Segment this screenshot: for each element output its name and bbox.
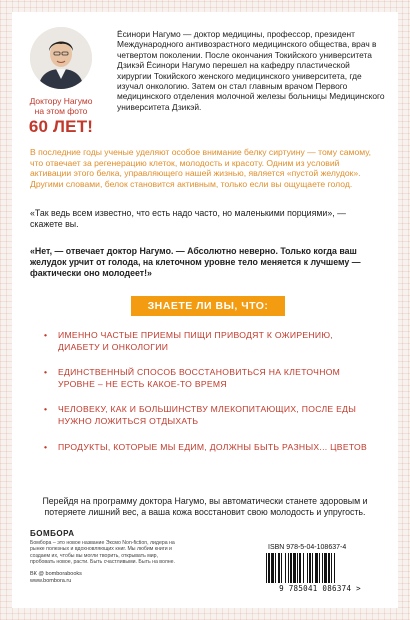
publisher-social: ВК @ bomborabooks <box>30 571 82 577</box>
isbn: ISBN 978-5-04-108637-4 <box>268 544 347 551</box>
fact-item <box>44 330 374 353</box>
author-photo <box>30 27 92 89</box>
fact-text: ЧЕЛОВЕКУ, КАК И БОЛЬШИНСТВУ МЛЕКОПИТАЮЩИХ, ПОСЛЕ ЕДЫ НУЖНО ЛОЖИТЬСЯ ОТДЫХАТЬ <box>58 404 357 426</box>
closing-statement: Перейдя на программу доктора Нагумо, вы автоматически станете здоровым и потеряете лишний вес, а ваша кожа восстановит свою молодость и упругость. <box>42 496 368 517</box>
facts-list <box>44 330 374 467</box>
author-bio: Ёсинори Нагумо — доктор медицины, профессор, президент Международного антивозрастного медицинского общества, врач в четвертом поколении. После окончания Токийского университета Дзикэй Ёсинори Нагумо перешел на кафедру пластической хирургии Токийского женского медицинского университета, где изучал онкологию. Затем он стал главным врачом Первого медицинского отделения молочной железы больницы Медицинского университета Дзикэй. <box>117 29 385 112</box>
fact-item <box>44 442 374 454</box>
barcode-icon <box>264 553 376 583</box>
photo-caption-line1: Доктору Нагумо <box>29 96 93 106</box>
author-age: 60 ЛЕТ! <box>28 117 94 136</box>
did-you-know-banner: ЗНАЕТЕ ЛИ ВЫ, ЧТО: <box>131 296 285 316</box>
doctor-quote: «Нет, — отвечает доктор Нагумо. — Абсолютно неверно. Только когда ваш желудок урчит от голода, на клеточном уровне тело меняется к лучшему — фактически оно молодеет!» <box>30 246 361 278</box>
bullet-icon: • <box>44 367 48 378</box>
photo-caption-line2: на этом фото <box>34 106 88 116</box>
author-portrait-icon <box>30 27 92 89</box>
fact-text: ПРОДУКТЫ, КОТОРЫЕ МЫ ЕДИМ, ДОЛЖНЫ БЫТЬ РАЗНЫХ... ЦВЕТОВ <box>58 441 368 452</box>
bullet-icon: • <box>44 330 48 340</box>
fact-text: ЕДИНСТВЕННЫЙ СПОСОБ ВОССТАНОВИТЬСЯ НА КЛЕТОЧНОМ УРОВНЕ – НЕ ЕСТЬ КАКОЕ-ТО ВРЕМЯ <box>58 367 341 389</box>
publisher-logo: БОМБОРА <box>30 529 75 538</box>
fact-text: ИМЕННО ЧАСТЫЕ ПРИЕМЫ ПИЩИ ПРИВОДЯТ К ОЖИРЕНИЮ, ДИАБЕТУ И ОНКОЛОГИИ <box>58 330 334 352</box>
bullet-icon: • <box>44 404 48 415</box>
sirtuin-highlight: В последние годы ученые уделяют особое внимание белку сиртуину — тому самому, что отвечает за регенерацию клеток, молодость и красоту. Одним из условий активации этого белка, управляющего нашей жизнью, является «пустой желудок». Другими словами, белок становится активным, только если вы ощущаете голод. <box>30 147 372 189</box>
publisher-website: www.bombora.ru <box>30 578 72 584</box>
bullet-icon: • <box>44 441 48 452</box>
fact-item <box>44 367 374 390</box>
photo-caption <box>18 96 104 116</box>
barcode-number: 9 785041 086374 > <box>279 584 361 593</box>
reader-quote: «Так ведь всем известно, что есть надо часто, но маленькими порциями», — скажете вы. <box>30 208 346 229</box>
publisher-description: Бомбора – это новое название Эксмо Non-fiction, лидера на рынке полезных и вдохновляющих книг. Мы любим книги и создаем их, чтобы вы могли творить, открывать мир, пробовать новое, расти. Быть счастливыми. Быть на волне. <box>30 540 175 565</box>
fact-item <box>44 404 374 427</box>
